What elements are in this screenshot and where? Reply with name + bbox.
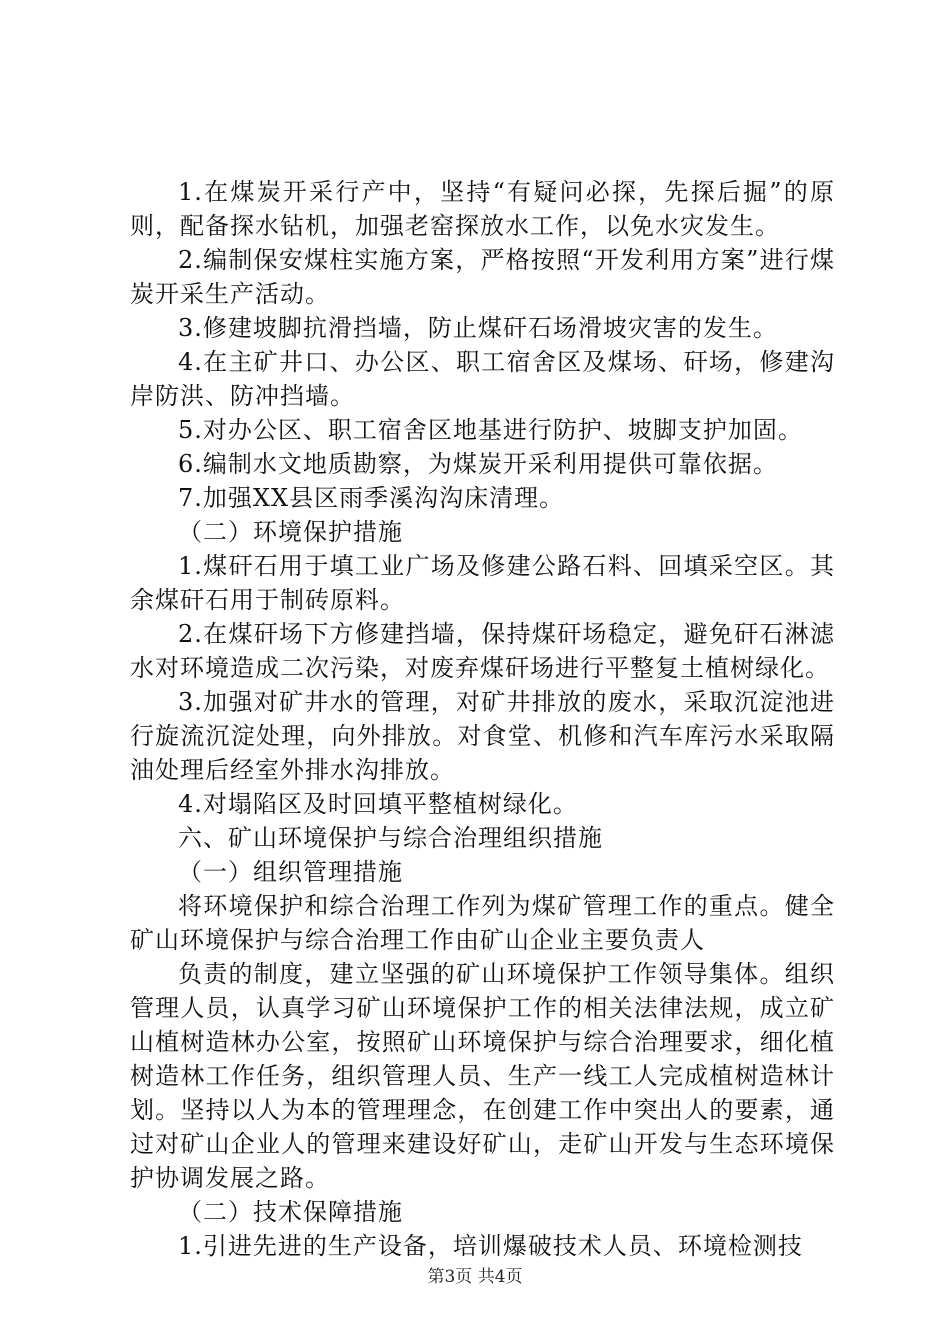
paragraph: 2.编制保安煤柱实施方案，严格按照“开发利用方案”进行煤炭开采生产活动。 (130, 246, 835, 308)
paragraph: 2.在煤矸场下方修建挡墙，保持煤矸场稳定，避免矸石淋滤水对环境造成二次污染，对废弃煤矸场进行平整复土植树绿化。 (130, 620, 835, 682)
section-heading: （二）环境保护措施 (178, 518, 403, 546)
document-body (130, 175, 835, 1263)
paragraph: 5.对办公区、职工宿舍区地基进行防护、坡脚支护加固。 (178, 416, 803, 444)
paragraph: 4.在主矿井口、办公区、职工宿舍区及煤场、矸场，修建沟岸防洪、防冲挡墙。 (130, 348, 835, 410)
paragraph: 3.修建坡脚抗滑挡墙，防止煤矸石场滑坡灾害的发生。 (178, 314, 778, 342)
chapter-heading: 六、矿山环境保护与综合治理组织措施 (178, 824, 603, 852)
paragraph: 1.煤矸石用于填工业广场及修建公路石料、回填采空区。其余煤矸石用于制砖原料。 (130, 552, 835, 614)
paragraph: 1.引进先进的生产设备，培训爆破技术人员、环境检测技 (178, 1232, 803, 1260)
paragraph: 6.编制水文地质勘察，为煤炭开采利用提供可靠依据。 (178, 450, 778, 478)
section-heading: （一）组织管理措施 (178, 858, 403, 886)
paragraph: 1.在煤炭开采行产中，坚持“有疑问必探，先探后掘”的原则，配备探水钻机，加强老窑探放水工作，以免水灾发生。 (130, 178, 835, 240)
paragraph: 将环境保护和综合治理工作列为煤矿管理工作的重点。健全矿山环境保护与综合治理工作由矿山企业主要负责人 (130, 892, 835, 954)
paragraph: 负责的制度，建立坚强的矿山环境保护工作领导集体。组织管理人员，认真学习矿山环境保护工作的相关法律法规，成立矿山植树造林办公室，按照矿山环境保护与综合治理要求，细化植树造林工作任务，组织管理人员、生产一线工人完成植树造林计划。坚持以人为本的管理理念，在创建工作中突出人的要素，通过对矿山企业人的管理来建设好矿山，走矿山开发与生态环境保护协调发展之路。 (130, 960, 835, 1192)
paragraph: 7.加强XX县区雨季溪沟沟床清理。 (178, 484, 565, 512)
section-heading: （二）技术保障措施 (178, 1198, 403, 1226)
paragraph: 4.对塌陷区及时回填平整植树绿化。 (178, 790, 578, 818)
paragraph: 3.加强对矿井水的管理，对矿井排放的废水，采取沉淀池进行旋流沉淀处理，向外排放。对食堂、机修和汽车库污水采取隔油处理后经室外排水沟排放。 (130, 688, 835, 784)
page-number-footer: 第3页 共4页 (427, 1267, 523, 1287)
